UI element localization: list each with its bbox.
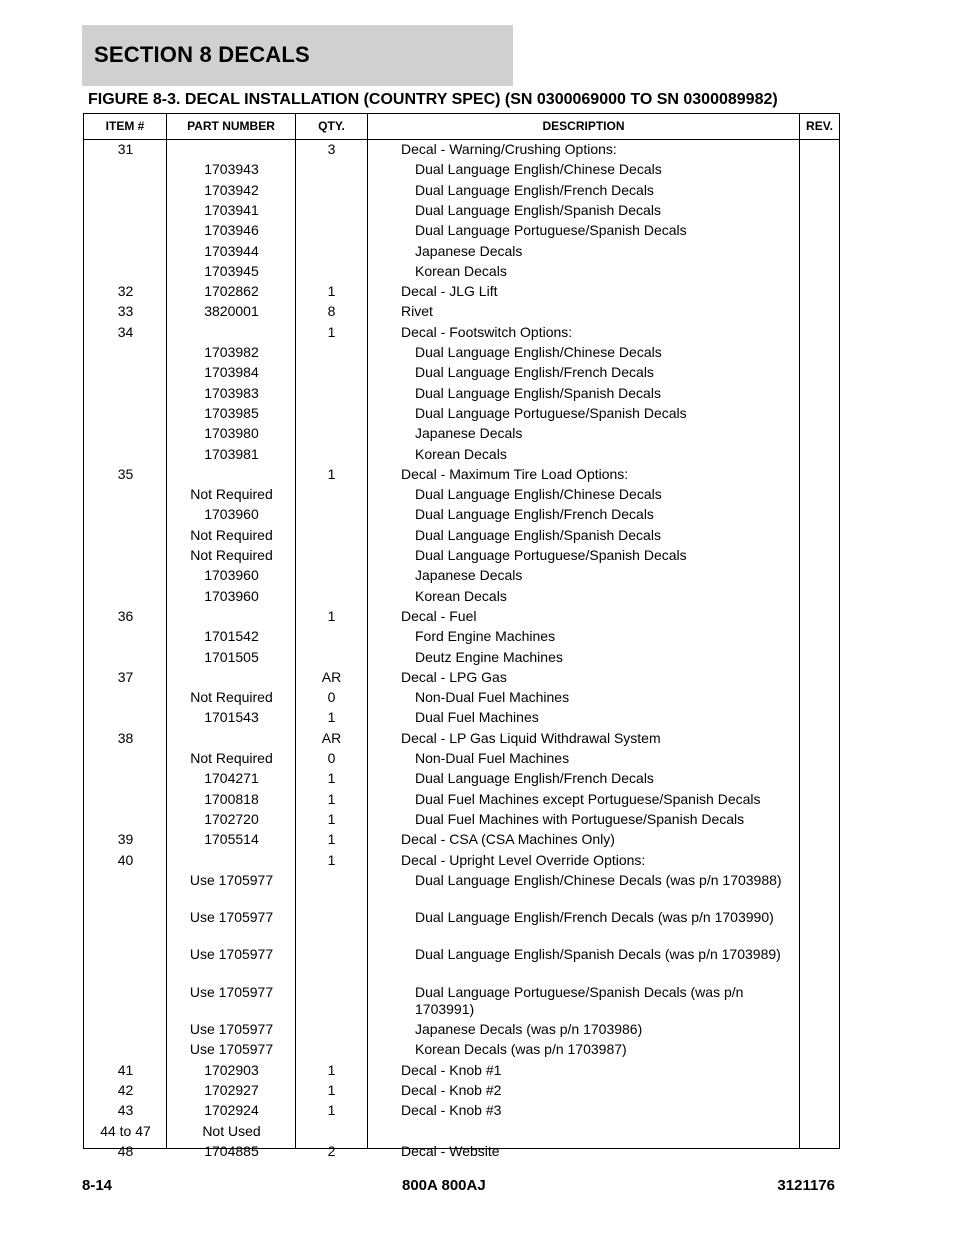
figure-title: FIGURE 8-3. DECAL INSTALLATION (COUNTRY SPEC) (SN 0300069000 TO SN 0300089982) [88,91,778,108]
header-rev: REV. [806,119,833,133]
column-divider [799,114,800,1148]
row-item-number: 43 [117,1102,134,1119]
row-item-number: 31 [117,141,134,157]
row-description: Korean Decals [415,445,507,462]
row-part-number: 1703983 [204,384,259,401]
row-qty: 1 [327,770,336,787]
header-divider [84,139,839,140]
row-part-number: 1703942 [204,181,259,198]
row-part-number: 1701542 [204,628,259,645]
row-part-number: Not Used [202,1122,261,1139]
row-part-number: Not Required [190,547,273,563]
row-qty: 1 [327,831,336,848]
row-description: Decal - Fuel [401,607,477,624]
row-part-number: 1703960 [204,506,259,523]
row-part-number: 1703984 [204,364,259,381]
row-qty: 0 [327,750,336,766]
row-description: Japanese Decals [415,242,523,259]
row-description: Non-Dual Fuel Machines [415,750,570,766]
row-part-number: 1703985 [204,404,259,421]
row-description: Non-Dual Fuel Machines [415,689,570,706]
row-part-number: 1703941 [204,201,259,218]
row-description: Dual Language English/Spanish Decals [415,384,661,401]
row-description: Decal - Knob #3 [401,1102,502,1119]
row-description: Dual Language English/French Decals (was p/n 1703990) [415,909,774,926]
row-description: Decal - Maximum Tire Load Options: [401,465,629,482]
row-qty: 1 [327,709,336,726]
row-qty: 8 [327,303,336,320]
footer-model: 800A 800AJ [402,1177,486,1194]
row-description: Decal - Footswitch Options: [401,323,573,340]
row-description: Korean Decals [415,587,507,604]
row-qty: 0 [327,689,336,706]
row-part-number: 1704885 [204,1142,259,1159]
row-part-number: Use 1705977 [189,871,274,888]
row-qty: 1 [327,465,336,482]
row-description: Dual Language English/Chinese Decals (was p/n 1703988) [415,871,782,888]
row-description: Japanese Decals (was p/n 1703986) [415,1021,643,1037]
row-part-number: Not Required [190,526,273,543]
row-qty: AR [321,668,342,685]
row-part-number: 1703960 [204,567,259,584]
row-description: Decal - Upright Level Override Options: [401,851,646,868]
row-part-number: Not Required [190,750,273,766]
row-part-number: 1703945 [204,262,259,279]
row-qty: 1 [327,323,336,340]
row-description: Dual Language Portuguese/Spanish Decals [415,547,687,563]
row-part-number: 1703944 [204,242,259,259]
row-description: Dual Language English/Spanish Decals [415,526,661,543]
row-description: Dual Language Portuguese/Spanish Decals [415,222,687,239]
header-qty: QTY. [318,119,345,133]
row-item-number: 41 [117,1061,134,1078]
row-qty: 1 [327,283,336,300]
row-part-number: Use 1705977 [189,909,274,926]
row-part-number: 1701543 [204,709,259,726]
row-description: Dual Language Portuguese/Spanish Decals (was p/n 1703991) [415,983,744,1017]
row-part-number: 1703946 [204,222,259,239]
footer-page-number: 8-14 [82,1177,113,1194]
row-item-number: 44 to 47 [100,1122,151,1139]
row-description: Dual Language English/French Decals [415,506,654,523]
row-qty: AR [321,729,342,746]
row-description: Decal - Warning/Crushing Options: [401,141,617,157]
row-description: Decal - Website [401,1142,500,1159]
row-description: Decal - Knob #1 [401,1061,502,1078]
row-description: Dual Language English/Spanish Decals [415,201,661,218]
row-part-number: 3820001 [204,303,259,320]
row-description: Japanese Decals [415,567,523,584]
row-description: Decal - LPG Gas [401,668,507,685]
row-description: Japanese Decals [415,425,523,442]
row-part-number: 1703943 [204,161,259,178]
row-description: Decal - CSA (CSA Machines Only) [401,831,615,848]
row-qty: 1 [327,1061,336,1078]
row-description: Dual Language English/Chinese Decals [415,161,662,178]
row-description: Decal - JLG Lift [401,283,498,300]
row-description: Dual Language English/Spanish Decals (was p/n 1703989) [415,946,781,963]
row-part-number: Use 1705977 [189,1021,274,1037]
row-description: Korean Decals (was p/n 1703987) [415,1041,627,1058]
row-part-number: 1703981 [204,445,259,462]
row-description: Deutz Engine Machines [415,648,563,665]
row-item-number: 42 [117,1081,134,1098]
row-description: Dual Language English/French Decals [415,364,654,381]
row-item-number: 38 [117,729,134,746]
parts-table [83,113,840,1159]
row-part-number: Use 1705977 [189,983,274,1000]
row-item-number: 32 [117,283,134,300]
row-part-number: 1702903 [204,1061,259,1078]
row-part-number: 1702927 [204,1081,259,1098]
row-part-number: Use 1705977 [189,1041,274,1058]
row-description: Dual Fuel Machines with Portuguese/Spanish Decals [415,810,745,827]
row-part-number: 1702720 [204,810,259,827]
row-part-number: 1703982 [204,344,259,360]
row-item-number: 35 [117,465,134,482]
column-divider [367,114,368,1148]
row-item-number: 33 [117,303,134,320]
row-qty: 1 [327,1102,336,1119]
row-qty: 2 [327,1142,336,1159]
header-part-number: PART NUMBER [187,119,275,133]
footer-doc-number: 3121176 [777,1177,835,1194]
row-part-number: Not Required [190,689,273,706]
row-description: Ford Engine Machines [415,628,556,645]
row-qty: 1 [327,790,336,807]
row-part-number: 1705514 [204,831,259,848]
row-item-number: 36 [117,607,134,624]
row-part-number: Not Required [190,486,273,503]
row-part-number: 1701505 [204,648,259,665]
row-description: Dual Language Portuguese/Spanish Decals [415,404,687,421]
row-item-number: 48 [117,1142,134,1159]
row-qty: 1 [327,607,336,624]
row-description: Korean Decals [415,262,507,279]
row-part-number: 1703960 [204,587,259,604]
row-part-number: 1703980 [204,425,259,442]
row-description: Dual Language English/Chinese Decals [415,344,662,360]
row-part-number: 1702862 [204,283,259,300]
row-qty: 3 [327,141,336,157]
row-item-number: 40 [117,851,134,868]
row-item-number: 39 [117,831,134,848]
row-description: Decal - LP Gas Liquid Withdrawal System [401,729,661,746]
row-description: Dual Language English/French Decals [415,770,654,787]
row-part-number: 1700818 [204,790,259,807]
row-qty: 1 [327,1081,336,1098]
section-title: SECTION 8 DECALS [94,42,310,67]
row-part-number: 1702924 [204,1102,259,1119]
row-item-number: 37 [117,668,134,685]
row-description: Dual Language English/French Decals [415,181,654,198]
row-part-number: 1704271 [204,770,259,787]
row-part-number: Use 1705977 [189,946,274,963]
row-description: Decal - Knob #2 [401,1081,502,1098]
header-description: DESCRIPTION [542,119,625,133]
row-description: Rivet [401,303,433,320]
row-description: Dual Fuel Machines except Portuguese/Spanish Decals [415,790,761,807]
row-description: Dual Language English/Chinese Decals [415,486,662,503]
header-item: ITEM # [105,119,145,133]
row-item-number: 34 [117,323,134,340]
row-description: Dual Fuel Machines [415,709,539,726]
row-qty: 1 [327,810,336,827]
row-qty: 1 [327,851,336,868]
